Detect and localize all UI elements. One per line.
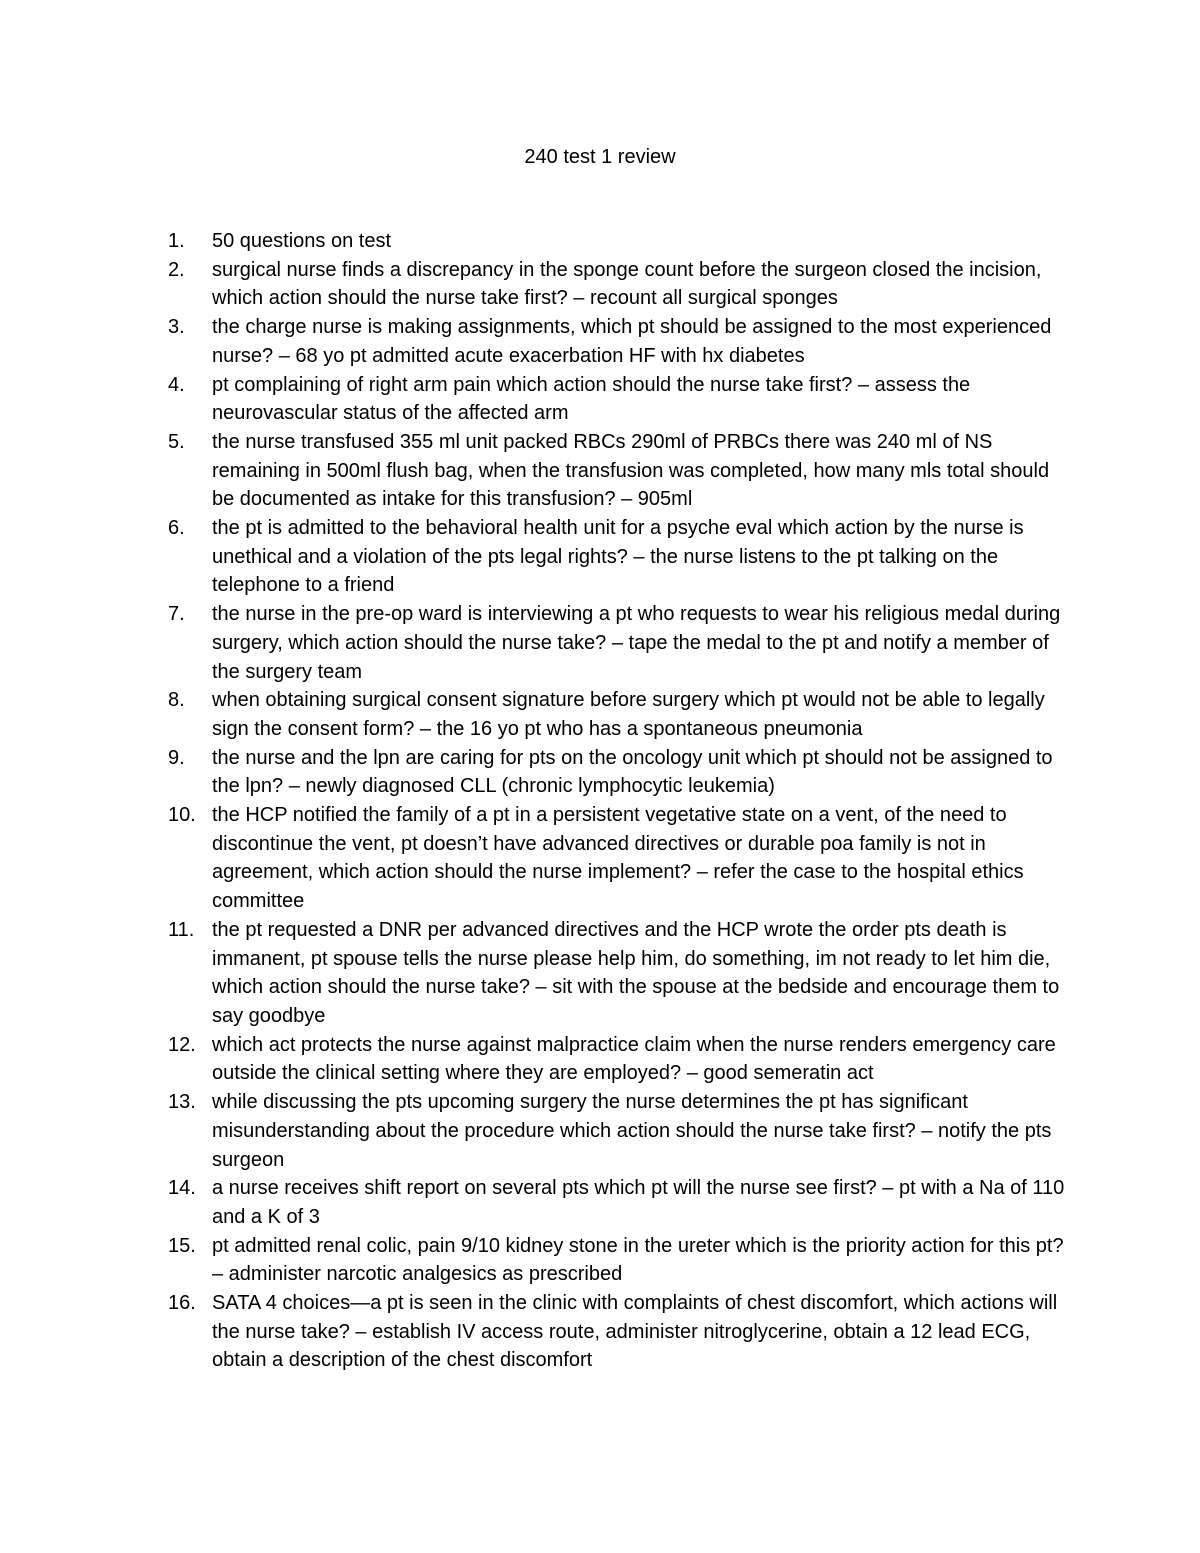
- list-item: [0, 1174, 1072, 1231]
- list-item: [0, 1289, 1072, 1375]
- list-item-text: pt admitted renal colic, pain 9/10 kidney stone in the ureter which is the priority action for this pt? – administer narcotic analgesics as prescribed: [212, 1234, 1064, 1286]
- list-item-text: the HCP notified the family of a pt in a persistent vegetative state on a vent, of the need to discontinue the vent, pt doesn’t have advanced directives or durable poa family is not in agreement, which action should the nurse implement? – refer the case to the hospital ethics committee: [212, 804, 1024, 913]
- list-item-text: SATA 4 choices—a pt is seen in the clinic with complaints of chest discomfort, which actions will the nurse take? – establish IV access route, administer nitroglycerine, obtain a 12 lead ECG, obtain a description of the chest discomfort: [212, 1292, 1058, 1372]
- list-item-number: 9.: [168, 746, 185, 769]
- list-item-number: 5.: [168, 430, 185, 453]
- list-item: [0, 313, 1072, 370]
- list-item-number: 15.: [168, 1234, 196, 1257]
- list-item: [0, 600, 1072, 686]
- list-item-number: 12.: [168, 1033, 196, 1056]
- list-item-text: the nurse transfused 355 ml unit packed RBCs 290ml of PRBCs there was 240 ml of NS remaining in 500ml flush bag, when the transfusion was completed, how many mls total should be documented as intake for this transfusion? – 905ml: [212, 430, 1050, 511]
- list-item-text: the nurse and the lpn are caring for pts on the oncology unit which pt should not be assigned to the lpn? – newly diagnosed CLL (chronic lymphocytic leukemia): [212, 746, 1053, 798]
- list-item-number: 6.: [168, 517, 185, 540]
- list-item-text: pt complaining of right arm pain which action should the nurse take first? – assess the neurovascular status of the affected arm: [212, 373, 971, 425]
- list-item-text: surgical nurse finds a discrepancy in the sponge count before the surgeon closed the incision, which action should the nurse take first? – recount all surgical sponges: [212, 258, 1042, 310]
- list-item-text: which act protects the nurse against malpractice claim when the nurse renders emergency care outside the clinical setting where they are employed? – good semeratin act: [212, 1033, 1056, 1085]
- list-item: [0, 1031, 1072, 1088]
- list-item-number: 4.: [168, 373, 185, 396]
- list-item: [0, 227, 1072, 256]
- list-item-number: 13.: [168, 1091, 196, 1114]
- list-item-number: 2.: [168, 258, 185, 281]
- list-item: [0, 256, 1072, 313]
- list-item-text: the pt is admitted to the behavioral health unit for a psyche eval which action by the nurse is unethical and a violation of the pts legal rights? – the nurse listens to the pt talking on the telephone to a friend: [212, 517, 1024, 597]
- list-item-number: 10.: [168, 804, 196, 827]
- list-item-number: 11.: [168, 918, 195, 941]
- list-item-text: the nurse in the pre-op ward is interviewing a pt who requests to wear his religious medal during surgery, which action should the nurse take? – tape the medal to the pt and notify a member of the surgery team: [212, 603, 1061, 683]
- list-item: [0, 916, 1072, 1031]
- list-item-text: a nurse receives shift report on several pts which pt will the nurse see first? – pt with a Na of 110 and a K of 3: [212, 1177, 1065, 1228]
- list-item: [0, 514, 1072, 600]
- list-item: [0, 1232, 1072, 1289]
- list-item: [0, 744, 1072, 801]
- list-item-number: 1.: [168, 230, 185, 252]
- list-item-number: 16.: [168, 1292, 196, 1315]
- list-item: [0, 801, 1072, 916]
- list-item-number: 7.: [168, 603, 185, 626]
- list-item-text: while discussing the pts upcoming surgery the nurse determines the pt has significant misunderstanding about the procedure which action should the nurse take first? – notify the pts surgeon: [212, 1091, 1052, 1171]
- list-item: [0, 686, 1072, 743]
- review-question-list: [0, 227, 1200, 1375]
- list-item-text: the charge nurse is making assignments, which pt should be assigned to the most experienced nurse? – 68 yo pt admitted acute exacerbation HF with hx diabetes: [212, 316, 1052, 367]
- list-item: [0, 371, 1072, 428]
- document-title: 240 test 1 review: [524, 146, 676, 168]
- list-item-number: 3.: [168, 316, 185, 339]
- list-item-number: 14.: [168, 1177, 196, 1200]
- list-item-number: 8.: [168, 689, 185, 712]
- list-item-text: the pt requested a DNR per advanced directives and the HCP wrote the order pts death is immanent, pt spouse tells the nurse please help him, do something, im not ready to let him die, which action should the nurse take? – sit with the spouse at the bedside and encourage them to say goodbye: [212, 918, 1060, 1027]
- list-item: [0, 1088, 1072, 1174]
- list-item-text: 50 questions on test: [212, 230, 392, 252]
- list-item: [0, 428, 1072, 514]
- list-item-text: when obtaining surgical consent signature before surgery which pt would not be able to legally sign the consent form? – the 16 yo pt who has a spontaneous pneumonia: [212, 689, 1045, 740]
